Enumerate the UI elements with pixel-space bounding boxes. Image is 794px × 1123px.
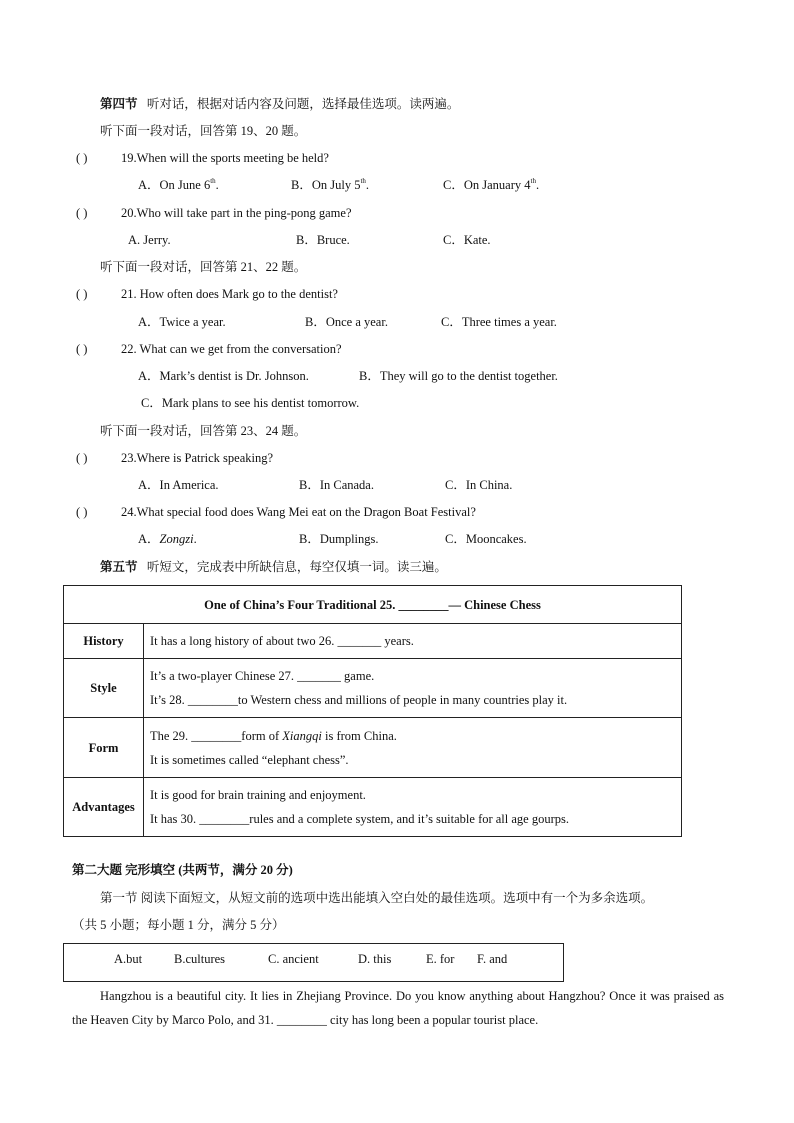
- row-label-advantages: Advantages: [64, 778, 144, 837]
- row-label-history: History: [64, 624, 144, 659]
- word-options-box: [63, 943, 564, 982]
- option-23-b: B．In Canada.: [299, 478, 374, 492]
- option-21-a: A．Twice a year.: [138, 315, 226, 329]
- part2-subtitle: [100, 890, 653, 906]
- question-24: 24.What special food does Wang Mei eat on the Dragon Boat Festival?: [121, 505, 476, 519]
- word-option-d: D. this: [358, 952, 392, 966]
- word-option-c: C. ancient: [268, 952, 319, 966]
- score-note: （共 5 小题；每小题 1 分，满分 5 分）: [72, 918, 285, 932]
- section5-heading: 第五节: [100, 560, 138, 574]
- row-label-form: Form: [64, 718, 144, 778]
- section4-title: [100, 96, 459, 112]
- option-22-a: A．Mark’s dentist is Dr. Johnson.: [138, 369, 309, 383]
- answer-paren: ( ): [76, 342, 88, 356]
- option-24-b: B．Dumplings.: [299, 532, 379, 546]
- option-22-b: B．They will go to the dentist together.: [359, 369, 558, 383]
- answer-paren: ( ): [76, 505, 88, 519]
- answer-paren: ( ): [76, 451, 88, 465]
- section5-instruction: 听短文，完成表中所缺信息，每空仅填一词。读三遍。: [146, 560, 447, 574]
- info-table: [63, 585, 682, 837]
- word-option-f: F. and: [477, 952, 508, 966]
- option-19-b: B．On July 5th.: [291, 177, 370, 192]
- section4-heading: 第四节: [100, 97, 138, 111]
- option-24-a: A．Zongzi.: [138, 532, 197, 546]
- question-19: 19.When will the sports meeting be held?: [121, 151, 329, 165]
- row-content-form: The 29. ________form of Xiangqi is from China. It is sometimes called “elephant chess”.: [144, 718, 682, 778]
- answer-paren: ( ): [76, 206, 88, 220]
- option-23-a: A．In America.: [138, 478, 219, 492]
- row-label-style: Style: [64, 659, 144, 718]
- question-22: 22. What can we get from the conversation?: [121, 342, 342, 356]
- answer-paren: ( ): [76, 287, 88, 301]
- option-24-c: C．Mooncakes.: [445, 532, 527, 546]
- option-20-b: B．Bruce.: [296, 233, 350, 247]
- option-19-c: C．On January 4th.: [443, 177, 540, 192]
- question-20: 20.Who will take part in the ping-pong game?: [121, 206, 352, 220]
- word-option-e: E. for: [426, 952, 455, 966]
- passage-text: Hangzhou is a beautiful city. It lies in Zhejiang Province. Do you know anything about Hangzhou? Once it was praised as the Heaven City by Marco Polo, and 31. ________ city has long been a popular tourist place.: [72, 989, 724, 1027]
- part2-heading: 第二大题 完形填空 (共两节，满分 20 分): [72, 863, 293, 877]
- option-19-a: A．On June 6th.: [138, 177, 219, 192]
- option-20-c: C．Kate.: [443, 233, 491, 247]
- row-content-style: It’s a two-player Chinese 27. _______ game. It’s 28. ________to Western chess and millions of people in many countries play it.: [144, 659, 682, 718]
- row-content-history: It has a long history of about two 26. _______ years.: [144, 624, 682, 659]
- section4-instruction: 听对话，根据对话内容及问题，选择最佳选项。读两遍。: [146, 97, 460, 111]
- answer-paren: ( ): [76, 151, 88, 165]
- option-22-c: C．Mark plans to see his dentist tomorrow.: [141, 396, 360, 410]
- part2-sub-heading: 第一节: [100, 891, 138, 905]
- word-option-a: A.but: [114, 952, 143, 966]
- question-21: 21. How often does Mark go to the dentist?: [121, 287, 338, 301]
- section5-title: [100, 559, 447, 575]
- option-23-c: C．In China.: [445, 478, 513, 492]
- group-prompt: 听下面一段对话，回答第 21、22 题。: [100, 260, 307, 274]
- option-20-a: A. Jerry.: [128, 233, 171, 247]
- row-content-advantages: It is good for brain training and enjoyment. It has 30. ________rules and a complete system, and it’s suitable for all age gourps.: [144, 778, 682, 837]
- table-title: One of China’s Four Traditional 25. ________— Chinese Chess: [64, 586, 682, 624]
- part2-instruction: 阅读下面短文，从短文前的选项中选出能填入空白处的最佳选项。选项中有一个为多余选项。: [140, 891, 654, 905]
- option-21-b: B．Once a year.: [305, 315, 388, 329]
- group-prompt: 听下面一段对话，回答第 23、24 题。: [100, 424, 307, 438]
- word-option-b: B.cultures: [174, 952, 226, 966]
- option-21-c: C．Three times a year.: [441, 315, 557, 329]
- group-prompt: 听下面一段对话，回答第 19、20 题。: [100, 124, 307, 138]
- question-23: 23.Where is Patrick speaking?: [121, 451, 274, 465]
